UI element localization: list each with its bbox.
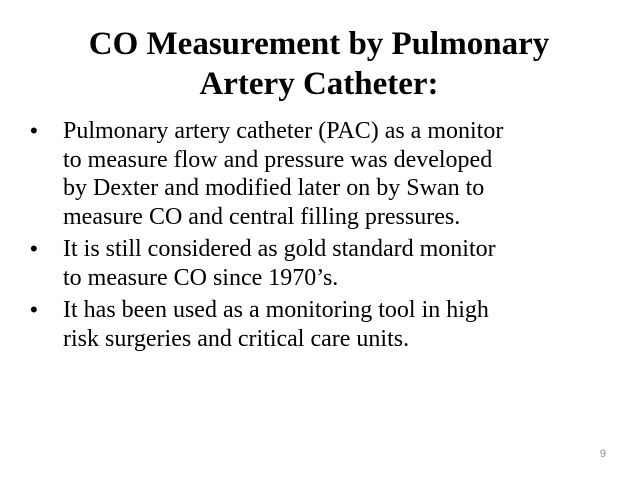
bullet-item bbox=[30, 117, 610, 231]
bullet-dot-icon: • bbox=[30, 236, 38, 261]
bullet-line: measure CO and central filling pressures. bbox=[63, 203, 461, 230]
bullet-dot-icon: • bbox=[30, 118, 38, 143]
bullet-list bbox=[30, 117, 610, 357]
bullet-item bbox=[30, 235, 610, 292]
bullet-line: It has been used as a monitoring tool in high bbox=[63, 297, 489, 323]
bullet-text bbox=[63, 117, 610, 231]
bullet-line: risk surgeries and critical care units. bbox=[63, 325, 410, 352]
page-number: 9 bbox=[599, 448, 606, 460]
bullet-text bbox=[63, 296, 610, 353]
slide-title-line: CO Measurement by Pulmonary bbox=[88, 26, 550, 62]
slide-title bbox=[40, 24, 598, 104]
bullet-item bbox=[30, 296, 610, 353]
bullet-dot-icon: • bbox=[30, 297, 38, 322]
bullet-text bbox=[63, 235, 610, 292]
bullet-line: by Dexter and modified later on by Swan to bbox=[63, 175, 485, 201]
slide-title-line: Artery Catheter: bbox=[199, 66, 439, 102]
bullet-line: to measure CO since 1970’s. bbox=[63, 264, 339, 291]
bullet-line: It is still considered as gold standard monitor bbox=[63, 236, 496, 262]
bullet-line: to measure flow and pressure was developed bbox=[63, 146, 493, 173]
bullet-line: Pulmonary artery catheter (PAC) as a monitor bbox=[63, 118, 504, 144]
